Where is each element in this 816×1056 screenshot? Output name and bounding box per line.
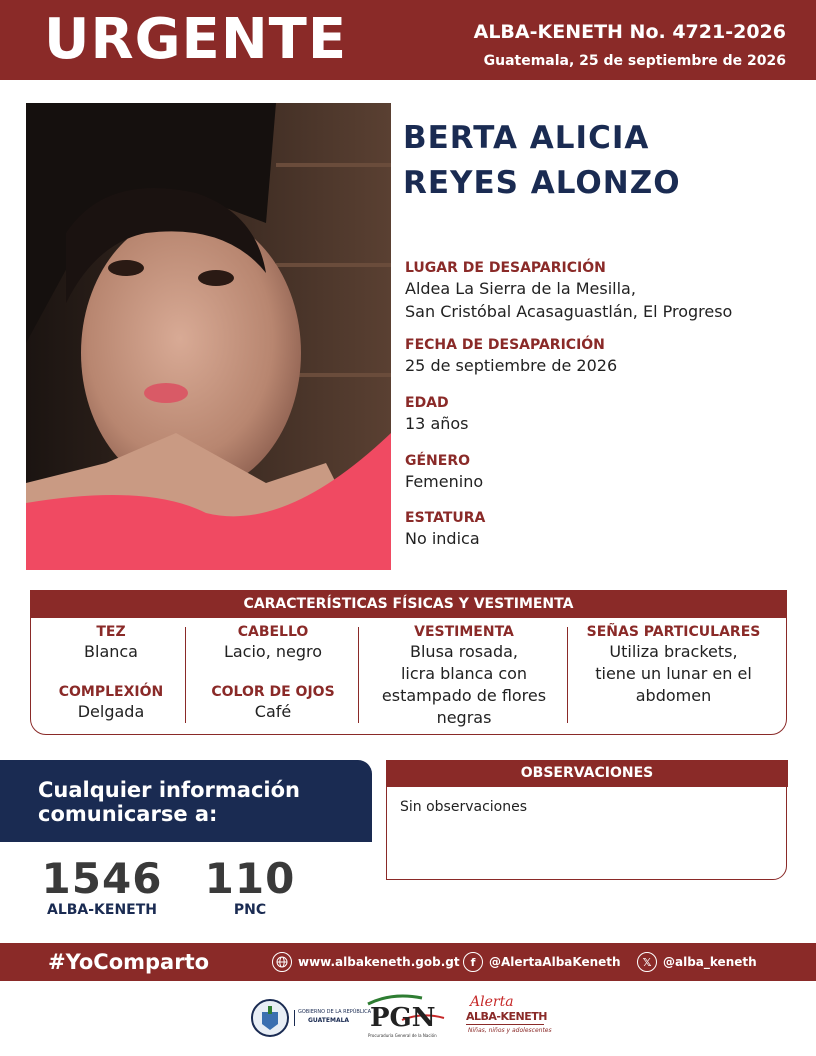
globe-icon [272,952,292,972]
facebook-icon: f [463,952,483,972]
phone-number: 1546 [41,854,163,903]
vestimenta-line: licra blanca con [400,664,528,683]
detail-value: 13 años [405,414,469,433]
website-text: www.albakeneth.gob.gt [298,955,460,969]
x-text: @alba_keneth [663,955,757,969]
facebook-link[interactable] [463,951,621,973]
pgn-logo [362,992,452,1044]
detail-edad [405,394,795,435]
detail-label: FECHA DE DESAPARICIÓN [405,337,605,353]
contact-text [38,778,300,826]
divider [185,627,186,723]
cabello-value: Lacio, negro [223,642,323,661]
senas-line: tiene un lunar en el [595,664,752,683]
senas-line: Utiliza brackets, [609,642,738,661]
col-vestimenta [364,623,564,729]
x-icon: 𝕏 [637,952,657,972]
characteristics-title: CARACTERÍSTICAS FÍSICAS Y VESTIMENTA [30,590,787,618]
alba-keneth-text: ALBA-KENETH [466,1010,547,1023]
detail-genero [405,452,795,493]
tez-label: TEZ [96,624,126,640]
alba-subtext: Niñas, niños y adolescentes [468,1027,552,1034]
phone-label: ALBA-KENETH [46,902,158,918]
divider [567,627,568,723]
pgn-subtext: Procuraduría General de la Nación [368,1033,437,1038]
detail-value: San Cristóbal Acasaguastlán, El Progreso [405,302,733,321]
gov-line-2: GUATEMALA [308,1017,350,1024]
col-tez-complexion [41,623,181,723]
detail-lugar [405,259,795,323]
senas-label: SEÑAS PARTICULARES [586,624,761,640]
col-cabello-ojos [193,623,353,723]
divider [358,627,359,723]
alerta-text: Alerta [470,994,514,1010]
detail-label: LUGAR DE DESAPARICIÓN [405,260,606,276]
detail-value: No indica [405,529,480,548]
urgent-title: URGENTE [44,7,348,72]
footer-banner [0,943,816,981]
facebook-text: @AlertaAlbaKeneth [489,955,621,969]
detail-label: GÉNERO [405,453,471,469]
place-date: Guatemala, 25 de septiembre de 2026 [483,53,786,69]
gov-line-1: GOBIERNO DE LA REPÚBLICA [298,1009,372,1015]
detail-value: Femenino [405,472,484,491]
name-line-1: BERTA ALICIA [403,120,650,156]
color-ojos-label: COLOR DE OJOS [211,684,335,700]
header-banner [0,0,816,80]
complexion-label: COMPLEXIÓN [58,684,164,700]
contact-line-1: Cualquier información [38,778,300,802]
observations-panel [386,760,787,880]
alba-keneth-logo [466,992,552,1044]
pgn-text: PGN [370,1003,436,1033]
detail-value: Aldea La Sierra de la Mesilla, [405,279,636,298]
phone-label: PNC [233,902,267,918]
vestimenta-line: negras [436,708,492,727]
detail-value: 25 de septiembre de 2026 [405,356,618,375]
contact-banner [0,760,372,842]
name-line-2: REYES ALONZO [403,165,681,201]
phone-pnc[interactable] [200,856,300,918]
government-logo [250,992,370,1044]
vestimenta-line: estampado de flores [381,686,547,705]
color-ojos-value: Café [254,702,292,721]
observations-title: OBSERVACIONES [386,760,788,787]
x-link[interactable] [637,951,757,973]
detail-label: EDAD [405,395,449,411]
hashtag: #YoComparto [48,950,210,974]
vestimenta-label: VESTIMENTA [414,624,514,640]
vestimenta-line: Blusa rosada, [410,642,518,661]
phone-alba-keneth[interactable] [36,856,168,918]
cabello-label: CABELLO [237,624,309,640]
observations-text: Sin observaciones [400,799,528,815]
contact-line-2: comunicarse a: [38,802,218,826]
logo-rule [466,1024,544,1025]
detail-fecha [405,336,795,377]
missing-person-photo [26,103,391,570]
tez-value: Blanca [84,642,138,661]
phone-number: 110 [204,854,296,903]
detail-estatura [405,509,795,550]
senas-line: abdomen [635,686,712,705]
characteristics-panel [30,590,787,735]
website-link[interactable] [272,951,460,973]
complexion-value: Delgada [77,702,145,721]
col-senas [571,623,776,707]
person-name [403,116,793,206]
detail-label: ESTATURA [405,510,486,526]
case-number: ALBA-KENETH No. 4721-2026 [473,21,786,43]
